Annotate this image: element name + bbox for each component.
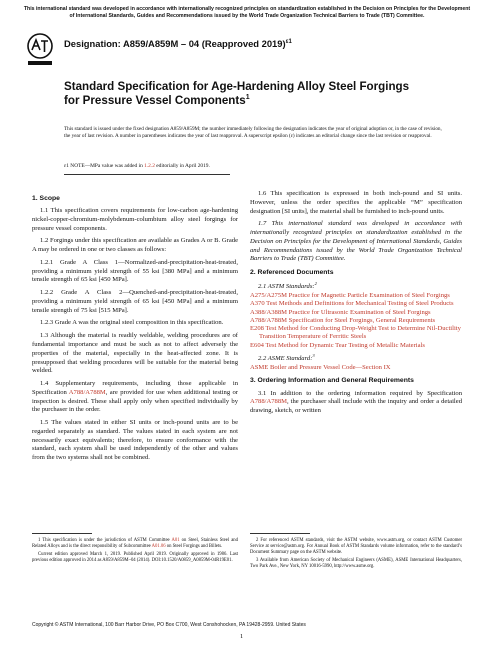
footnote-2: 2 For referenced ASTM standards, visit the ASTM website, www.astm.org, or contact ASTM Customer Service at service@astm.org. For Annual Book of ASTM Standards volume information, refer to the standard’s Document Summary page on the ASTM website.	[250, 538, 462, 556]
reference-item	[250, 309, 462, 317]
footnote-divider-right	[250, 533, 310, 534]
reference-code-link[interactable]: A370	[250, 300, 265, 308]
header-divider	[64, 174, 230, 175]
footnote-3: 3 Available from American Society of Mechanical Engineers (ASME), ASME International Headquarters, Two Park Ave., New York, NY 10016-5990, http://www.asme.org.	[250, 558, 462, 570]
title-footnote-mark: 1	[245, 94, 250, 102]
astm-standards-footnote-mark: 2	[314, 281, 317, 287]
reference-title[interactable]: Practice for Magnetic Particle Examination of Steel Forgings	[287, 292, 450, 300]
reference-code-link[interactable]: A788/A788M	[250, 316, 287, 324]
footnote-1	[32, 538, 238, 550]
asme-reference-link[interactable]: ASME Boiler and Pressure Vessel Code—Section IX	[250, 363, 391, 371]
para-1-4-b: , are provided for use when additional testing or inspection is desired. These shall apply only when specified individually by the purchaser in the order.	[32, 388, 239, 414]
reference-title[interactable]: Practice for Ultrasonic Examination of Steel Forgings	[287, 308, 431, 316]
para-1-5: 1.5 The values stated in either SI units or inch-pound units are to be regarded separately as standard. The values stated in each system are not necessarily exact equivalents; therefore, to ensure conformance with the standard, each system shall be used independently of the other and values from the two systems shall not be combined.	[32, 419, 238, 462]
para-3-1-b: , the purchaser shall include with the inquiry and order a detailed drawing, sketch, or written	[250, 398, 462, 415]
reference-code-link[interactable]: A388/A388M	[250, 308, 287, 316]
designation-text: Designation: A859/A859M – 04 (Reapproved 2019)	[64, 38, 286, 49]
footnote-divider-left	[32, 533, 92, 534]
designation-epsilon: ε1	[285, 38, 292, 45]
astm-reference-list	[250, 292, 462, 350]
reference-item	[250, 300, 462, 308]
title-text: Standard Specification for Age-Hardening Alloy Steel Forgings for Pressure Vessel Components	[64, 80, 410, 108]
copyright-line: Copyright © ASTM International, 100 Barr Harbor Drive, PO Box C700, West Conshohocken, PA 19428-2959. United States	[32, 622, 306, 628]
designation	[64, 38, 292, 49]
para-1-2-2: 1.2.2 Grade A Class 2—Quenched-and-precipitation-heat-treated, providing a minimum yield strength of 65 ksi [450 MPa] and a minimum tensile strength of 75 ksi [515 MPa].	[32, 289, 238, 314]
reference-title[interactable]: Test Methods and Definitions for Mechanical Testing of Steel Products	[264, 300, 454, 308]
issuance-note: This standard is issued under the fixed designation A859/A859M; the number immediately following the designation indicates the year of original adoption or, in the case of revision, the year of last revision. A number in parentheses indicates the year of last reapproval. A superscript epsilon (ε) indicates an editorial change since the last revision or reapproval.	[64, 126, 442, 139]
asme-standard-heading	[258, 353, 462, 364]
reference-title[interactable]: Test Method for Conducting Drop-Weight Test to Determine Nil-Ductility Transition Temperature of Ferritic Steels	[259, 325, 461, 341]
asme-reference	[250, 364, 462, 373]
link-a788-ordering[interactable]: A788/A788M	[250, 398, 287, 406]
footnote-1-c: on Steel Forgings and Billets.	[165, 544, 223, 550]
referenced-documents-heading: 2. Referenced Documents	[250, 269, 334, 277]
reference-code-link[interactable]: E208	[250, 325, 264, 333]
para-1-4	[32, 380, 238, 415]
footnote-1-a: 1 This specification is under the jurisdiction of ASTM Committee	[38, 538, 172, 543]
para-3-1	[250, 390, 462, 416]
para-1-2-3: 1.2.3 Grade A was the original steel composition in this specification.	[40, 319, 224, 327]
para-1-2-1: 1.2.1 Grade A Class 1—Normalized-and-precipitation-heat-treated, providing a minimum yield strength of 55 ksi [380 MPa] and a minimum tensile strength of 65 ksi [450 MPa].	[32, 258, 238, 284]
para-1-6: 1.6 This specification is expressed in both inch-pound and SI units. However, unless the order specifies the applicable “M” specification designation [SI units], the material shall be furnished to inch-pound units.	[250, 190, 462, 215]
document-title	[64, 80, 424, 108]
editorial-note-prefix: ε1 NOTE—MPa value was added in	[64, 163, 145, 169]
para-1-4-a: 1.4 Supplementary requirements, including those applicable in Specification	[32, 380, 238, 396]
para-3-1-a: 3.1 In addition to the ordering information required by Specification	[258, 389, 462, 397]
astm-standards-label: 2.1 ASTM Standards:	[258, 283, 315, 291]
para-1-7: 1.7 This international standard was developed in accordance with internationally recognized principles on standardization established in the Decision on Principles for the Development of International Standards, Guides and Recommendations issued by the World Trade Organization Technical Barriers to Trade (TBT) Committee.	[250, 220, 462, 263]
astm-logo	[26, 33, 54, 67]
page-number: 1	[240, 633, 244, 640]
link-subcommittee-a01-06[interactable]: A01.06	[151, 544, 166, 550]
reference-title[interactable]: Specification for Steel Forgings, General Requirements	[287, 316, 436, 324]
reference-title[interactable]: Test Method for Dynamic Tear Testing of Metallic Materials	[263, 341, 425, 349]
left-column	[32, 190, 238, 467]
link-a788[interactable]: A788/A788M	[68, 388, 106, 396]
astm-standards-heading	[258, 281, 462, 292]
reference-code-link[interactable]: E604	[250, 341, 264, 349]
reference-item	[250, 317, 462, 325]
reference-item	[250, 342, 462, 350]
para-1-3: 1.3 Although the material is readily weldable, welding procedures are of fundamental importance and must be such as not to affect adversely the properties of the material, especially in the heat-affected zone. It is presupposed that welding procedures will be suitable for the material being welded.	[32, 332, 238, 375]
reference-item	[250, 325, 462, 341]
para-1-1: 1.1 This specification covers requirements for low-carbon age-hardening nickel-copper-chromium-molybdenum-columbium alloy steel forgings for pressure vessel components.	[32, 207, 238, 232]
footnotes-left	[32, 538, 238, 566]
footnote-1-b: on Steel, Stainless Steel and Related Alloys and is the direct responsibility of Subcommittee	[32, 538, 238, 550]
footnote-1-edition: Current edition approved March 1, 2019. Published April 2019. Originally approved in 1986. Last previous edition approved in 2014 as A859/A859M–04 (2014). DOI:10.1520/A0859_A0859M-04R19E01.	[32, 552, 238, 564]
asme-standard-footnote-mark: 3	[312, 352, 315, 358]
asme-standard-label: 2.2 ASME Standard:	[258, 354, 313, 362]
editorial-note	[64, 163, 210, 169]
ordering-heading: 3. Ordering Information and General Requirements	[250, 377, 414, 385]
editorial-note-link[interactable]: 1.2.2	[144, 163, 155, 169]
reference-item	[250, 292, 462, 300]
right-column	[250, 190, 462, 420]
para-1-2: 1.2 Forgings under this specification are available as Grades A or B. Grade A may be ordered in one or two classes as follows:	[32, 237, 238, 254]
scope-heading: 1. Scope	[32, 195, 60, 202]
reference-code-link[interactable]: A275/A275M	[250, 292, 287, 300]
wto-notice: This international standard was developed in accordance with internationally recognized principles on standardization established in the Decision on Principles for the Development of International Standards, Guides and Recommendations issued by the World Trade Organization Technical Barriers to Trade (TBT) Committee.	[23, 6, 471, 19]
footnotes-right	[250, 538, 462, 573]
editorial-note-suffix: editorially in April 2019.	[154, 163, 210, 169]
link-committee-a01[interactable]: A01	[171, 538, 180, 543]
